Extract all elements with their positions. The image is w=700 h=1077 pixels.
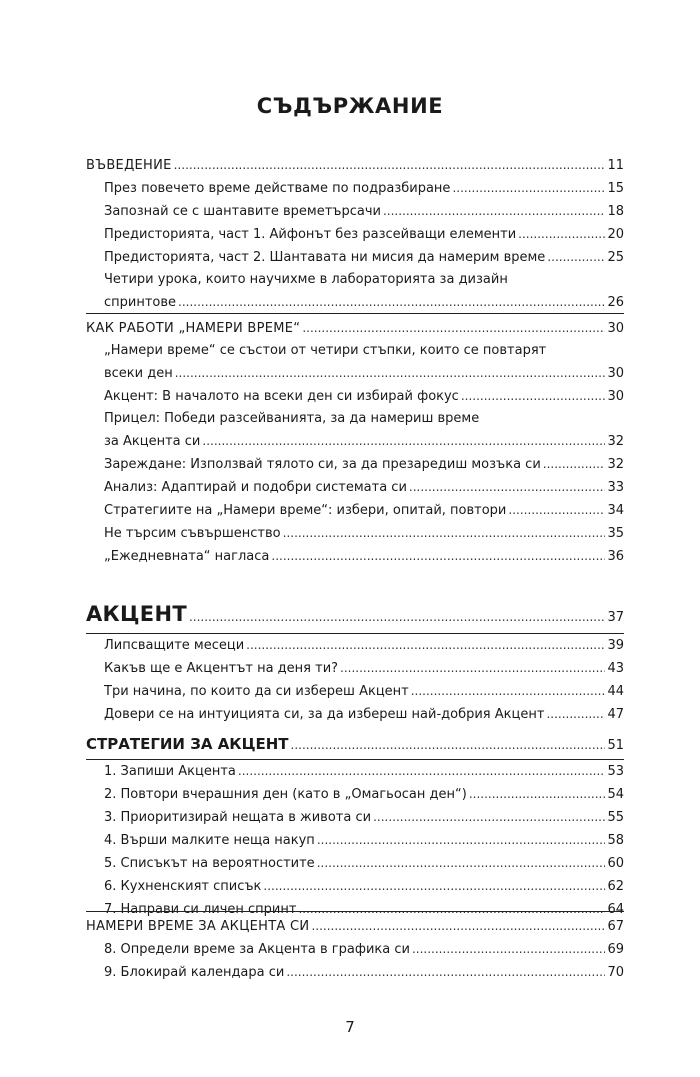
leader-dots — [238, 760, 606, 782]
toc-entry-label: 2. Повтори вчерашния ден (като в „Омагьосан ден“) — [104, 787, 467, 802]
leader-dots — [286, 961, 605, 983]
toc-page-number: 43 — [607, 661, 624, 676]
toc-page-number: 69 — [607, 942, 624, 957]
toc-page-number: 44 — [607, 684, 624, 699]
toc-page-number: 34 — [607, 503, 624, 518]
toc-entry — [86, 680, 624, 703]
toc-entry — [86, 961, 624, 984]
toc-page-number: 54 — [607, 787, 624, 802]
toc-page-number: 36 — [607, 549, 624, 564]
toc-page-number: 35 — [607, 526, 624, 541]
leader-dots — [383, 200, 605, 222]
toc-entry — [86, 783, 624, 806]
toc-entry — [86, 223, 624, 246]
toc-entry-label: 6. Кухненският списък — [104, 879, 262, 894]
toc-entry-label: Какъв ще е Акцентът на деня ти? — [104, 661, 339, 676]
leader-dots — [543, 453, 606, 475]
toc-page-number: 11 — [607, 158, 624, 173]
toc-page-number: 32 — [607, 457, 624, 472]
section-divider — [86, 313, 624, 314]
toc-page-number: 15 — [607, 181, 624, 196]
page-title: СЪДЪРЖАНИЕ — [256, 94, 444, 118]
toc-section-highlight — [86, 599, 624, 726]
toc-entry-label: 1. Запиши Акцента — [104, 764, 236, 779]
toc-entry — [86, 760, 624, 783]
toc-entry — [86, 703, 624, 726]
toc-entry-label: През повечето време действаме по подразбиране — [104, 181, 451, 196]
toc-entry — [86, 362, 624, 385]
toc-entry-label: Предисторията, част 2. Шантавата ни мисия да намерим време — [104, 250, 546, 265]
toc-entry-label: 9. Блокирай календара си — [104, 965, 285, 980]
toc-heading-label: СТРАТЕГИИ ЗА АКЦЕНТ — [86, 735, 289, 753]
toc-section-introduction — [86, 154, 624, 314]
toc-entry — [86, 385, 624, 408]
toc-entry — [86, 522, 624, 545]
leader-dots — [302, 317, 605, 339]
page-number: 7 — [345, 1018, 355, 1036]
toc-entry-label-line1: „Намери време“ се състои от четири стъпки, които се повтарят — [104, 343, 547, 358]
leader-dots — [175, 362, 606, 384]
leader-dots — [202, 430, 605, 452]
toc-entry — [86, 430, 624, 453]
toc-page-number: 62 — [607, 879, 624, 894]
leader-dots — [461, 385, 606, 407]
toc-entry — [86, 875, 624, 898]
toc-entry — [86, 453, 624, 476]
toc-page-number: 32 — [607, 434, 624, 449]
toc-entry — [86, 291, 624, 314]
leader-dots — [452, 177, 605, 199]
leader-dots — [546, 703, 605, 725]
toc-entry-label: всеки ден — [104, 366, 173, 381]
toc-entry-label: 8. Определи време за Акцента в графика си — [104, 942, 410, 957]
toc-entry-label: „Ежедневната“ нагласа — [104, 549, 270, 564]
toc-entry — [86, 852, 624, 875]
toc-heading — [86, 599, 624, 633]
toc-entry-label: Зареждане: Използвай тялото си, за да презаредиш мозъка си — [104, 457, 541, 472]
leader-dots — [246, 634, 605, 656]
toc-heading-label: КАК РАБОТИ „НАМЕРИ ВРЕМЕ“ — [86, 321, 301, 336]
toc-entry-label: Стратегиите на „Намери време“: избери, опитай, повтори — [104, 503, 507, 518]
toc-entry-label: 3. Приоритизирай нещата в живота си — [104, 810, 372, 825]
toc-heading-label: НАМЕРИ ВРЕМЕ ЗА АКЦЕНТА СИ — [86, 919, 310, 934]
toc-entry-label: спринтове — [104, 295, 177, 310]
toc-page-number: 51 — [607, 738, 624, 753]
leader-dots — [547, 246, 605, 268]
toc-page-number: 53 — [607, 764, 624, 779]
toc-section-make-time — [86, 915, 624, 984]
toc-entry — [86, 499, 624, 522]
toc-entry-label: Липсващите месеци — [104, 638, 245, 653]
leader-dots — [263, 875, 605, 897]
toc-page-number: 26 — [607, 295, 624, 310]
leader-dots — [291, 732, 606, 758]
toc-entry-label: за Акцента си — [104, 434, 201, 449]
toc-heading-label: ВЪВЕДЕНИЕ — [86, 158, 172, 173]
leader-dots — [518, 223, 605, 245]
leader-dots — [469, 783, 606, 805]
toc-entry-label: Предисторията, част 1. Айфонът без разсейващи елементи — [104, 227, 517, 242]
toc-section-how-it-works — [86, 317, 624, 568]
toc-entry — [86, 657, 624, 680]
toc-entry-label: 5. Списъкът на вероятностите — [104, 856, 315, 871]
toc-entry — [86, 806, 624, 829]
toc-heading-label: АКЦЕНТ — [86, 602, 187, 626]
toc-entry-label: Не търсим съвършенство — [104, 526, 281, 541]
toc-page-number: 30 — [607, 389, 624, 404]
toc-entry — [86, 545, 624, 568]
toc-entry-label: 7. Направи си личен спринт — [104, 902, 297, 917]
toc-page-number: 47 — [607, 707, 624, 722]
leader-dots — [178, 291, 605, 313]
toc-entry — [86, 200, 624, 223]
toc-entry-label: Запознай се с шантавите времетърсачи — [104, 204, 381, 219]
toc-entry-label: Анализ: Адаптирай и подобри системата си — [104, 480, 407, 495]
toc-heading — [86, 154, 624, 177]
toc-page-number: 37 — [607, 610, 624, 625]
toc-entry-label: 4. Върши малките неща накуп — [104, 833, 315, 848]
toc-page-number: 33 — [607, 480, 624, 495]
toc-page-number: 30 — [607, 321, 624, 336]
section-divider — [86, 911, 624, 912]
toc-page-number: 55 — [607, 810, 624, 825]
toc-entry — [86, 246, 624, 269]
leader-dots — [189, 602, 606, 632]
toc-entry-label: Довери се на интуицията си, за да избереш най-добрия Акцент — [104, 707, 545, 722]
leader-dots — [311, 915, 605, 937]
toc-entry — [86, 634, 624, 657]
toc-page-number: 18 — [607, 204, 624, 219]
leader-dots — [271, 545, 605, 567]
toc-section-highlight-strategies — [86, 731, 624, 921]
toc-page-number: 64 — [607, 902, 624, 917]
leader-dots — [373, 806, 605, 828]
toc-page-number: 70 — [607, 965, 624, 980]
leader-dots — [174, 154, 606, 176]
toc-page-number: 58 — [607, 833, 624, 848]
toc-page-number: 67 — [607, 919, 624, 934]
leader-dots — [409, 476, 606, 498]
leader-dots — [412, 938, 605, 960]
toc-entry-label-line1: Прицел: Победи разсейванията, за да намериш време — [104, 411, 480, 426]
toc-heading — [86, 915, 624, 938]
toc-page-number: 39 — [607, 638, 624, 653]
toc-entry — [86, 177, 624, 200]
toc-heading — [86, 317, 624, 340]
leader-dots — [508, 499, 605, 521]
toc-page-number: 30 — [607, 366, 624, 381]
leader-dots — [411, 680, 606, 702]
leader-dots — [340, 657, 605, 679]
leader-dots — [317, 829, 606, 851]
toc-entry-label: Три начина, по които да си избереш Акцент — [104, 684, 409, 699]
toc-page-number: 60 — [607, 856, 624, 871]
toc-entry — [86, 829, 624, 852]
toc-entry-label-line1: Четири урока, които научихме в лабораторията за дизайн — [104, 272, 508, 287]
toc-page-number: 20 — [607, 227, 624, 242]
toc-entry — [86, 938, 624, 961]
leader-dots — [283, 522, 606, 544]
leader-dots — [317, 852, 606, 874]
toc-heading — [86, 731, 624, 759]
toc-page-number: 25 — [607, 250, 624, 265]
toc-entry-label: Акцент: В началото на всеки ден си избирай фокус — [104, 389, 459, 404]
toc-entry — [86, 476, 624, 499]
